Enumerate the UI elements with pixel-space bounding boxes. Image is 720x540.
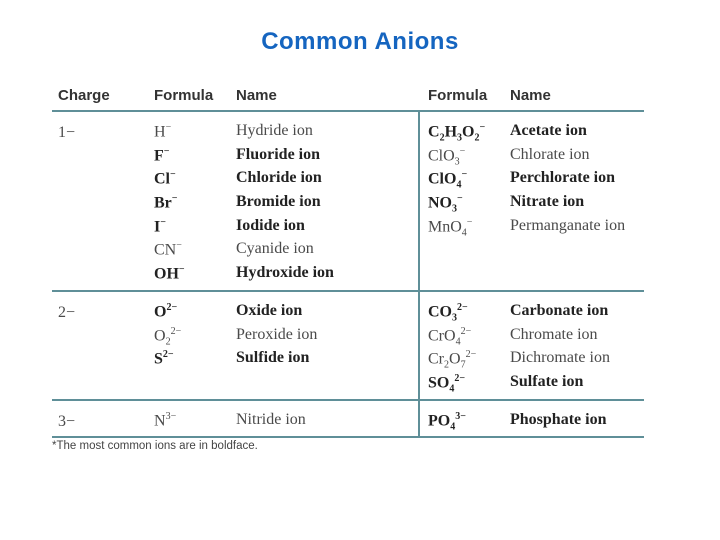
charge-section (52, 292, 644, 401)
table-row (428, 345, 644, 369)
table-row (102, 165, 422, 189)
ion-name: Peroxide ion (236, 325, 318, 343)
charge-label: 3− (58, 412, 76, 430)
ion-formula: Cl− (154, 169, 176, 188)
ion-formula: $O^{2-}$ (154, 301, 178, 321)
table-header (52, 80, 644, 112)
ion-formula: ClO$_3$− (428, 145, 466, 168)
table-row (102, 298, 422, 322)
anions-table (52, 80, 644, 438)
table-row (102, 118, 422, 142)
ion-name: Hydroxide ion (236, 264, 334, 282)
ion-formula: $CO_3^{2-}$ (428, 301, 468, 324)
table-row (102, 142, 422, 166)
ion-name: Sulfate ion (510, 372, 584, 390)
ion-name: Phosphate ion (510, 410, 607, 428)
table-row (428, 407, 644, 431)
ion-formula: H− (154, 122, 172, 141)
header-formula-2: Formula (428, 87, 488, 104)
table-row (102, 189, 422, 213)
ion-formula: ClO$_4$− (428, 169, 468, 191)
ion-name: Cyanide ion (236, 240, 314, 258)
ion-name: Bromide ion (236, 193, 321, 211)
header-name: Name (236, 87, 277, 104)
ion-formula: $SO_4^{2-}$ (428, 372, 466, 395)
ion-formula: $PO_4^{3-}$ (428, 410, 466, 433)
ion-name: Perchlorate ion (510, 169, 616, 187)
ion-name: Chromate ion (510, 325, 598, 343)
charge-label: 2− (58, 303, 76, 321)
ion-formula: MnO$_4$− (428, 216, 473, 239)
table-row (428, 142, 644, 166)
ion-formula: OH− (154, 264, 185, 283)
charge-label: 1− (58, 124, 76, 141)
ion-name: Permanganate ion (510, 216, 626, 234)
table-row (428, 213, 644, 237)
ion-formula: CN− (154, 240, 182, 259)
table-row (428, 298, 644, 322)
ion-name: Sulfide ion (236, 349, 310, 367)
table-row (102, 213, 422, 237)
ion-formula: $N^{3-}$ (154, 410, 177, 430)
table-row (102, 322, 422, 346)
table-row (428, 322, 644, 346)
header-formula: Formula (154, 87, 214, 104)
table-row (102, 407, 422, 431)
ion-formula: Br− (154, 193, 178, 212)
ion-name: Chloride ion (236, 169, 322, 187)
table-row (428, 165, 644, 189)
table-row (428, 118, 644, 142)
charge-section (52, 401, 644, 439)
table-row (102, 345, 422, 369)
ion-name: Hydride ion (236, 122, 313, 139)
charge-section (52, 112, 644, 292)
footnote: *The most common ions are in boldface. (52, 440, 258, 452)
ion-formula: I− (154, 216, 166, 236)
ion-formula: $Cr_2O_7^{2-}$ (428, 349, 477, 371)
table-row (102, 236, 422, 260)
ion-name: Nitrate ion (510, 193, 585, 211)
table-row (102, 260, 422, 284)
ion-formula: $O_2^{2-}$ (154, 325, 182, 348)
ion-name: Nitride ion (236, 410, 306, 428)
table-row (428, 369, 644, 393)
header-charge: Charge (58, 87, 110, 104)
ion-name: Iodide ion (236, 216, 305, 234)
ion-name: Acetate ion (510, 122, 587, 139)
ion-formula: F− (154, 145, 170, 165)
ion-formula: CrO$_4^{2-}$ (428, 325, 472, 348)
ion-name: Fluoride ion (236, 145, 321, 163)
ion-name: Oxide ion (236, 301, 303, 319)
ion-name: Chlorate ion (510, 145, 590, 163)
ion-name: Carbonate ion (510, 301, 609, 319)
header-name-2: Name (510, 87, 551, 104)
ion-formula: $C_2H_3O_2^-$ (428, 122, 486, 144)
ion-name: Dichromate ion (510, 349, 610, 367)
ion-formula: $S^{2-}$ (154, 349, 174, 368)
ion-formula: $NO_3^-$ (428, 193, 463, 215)
table-row (428, 189, 644, 213)
page-title: Common Anions (261, 28, 459, 55)
